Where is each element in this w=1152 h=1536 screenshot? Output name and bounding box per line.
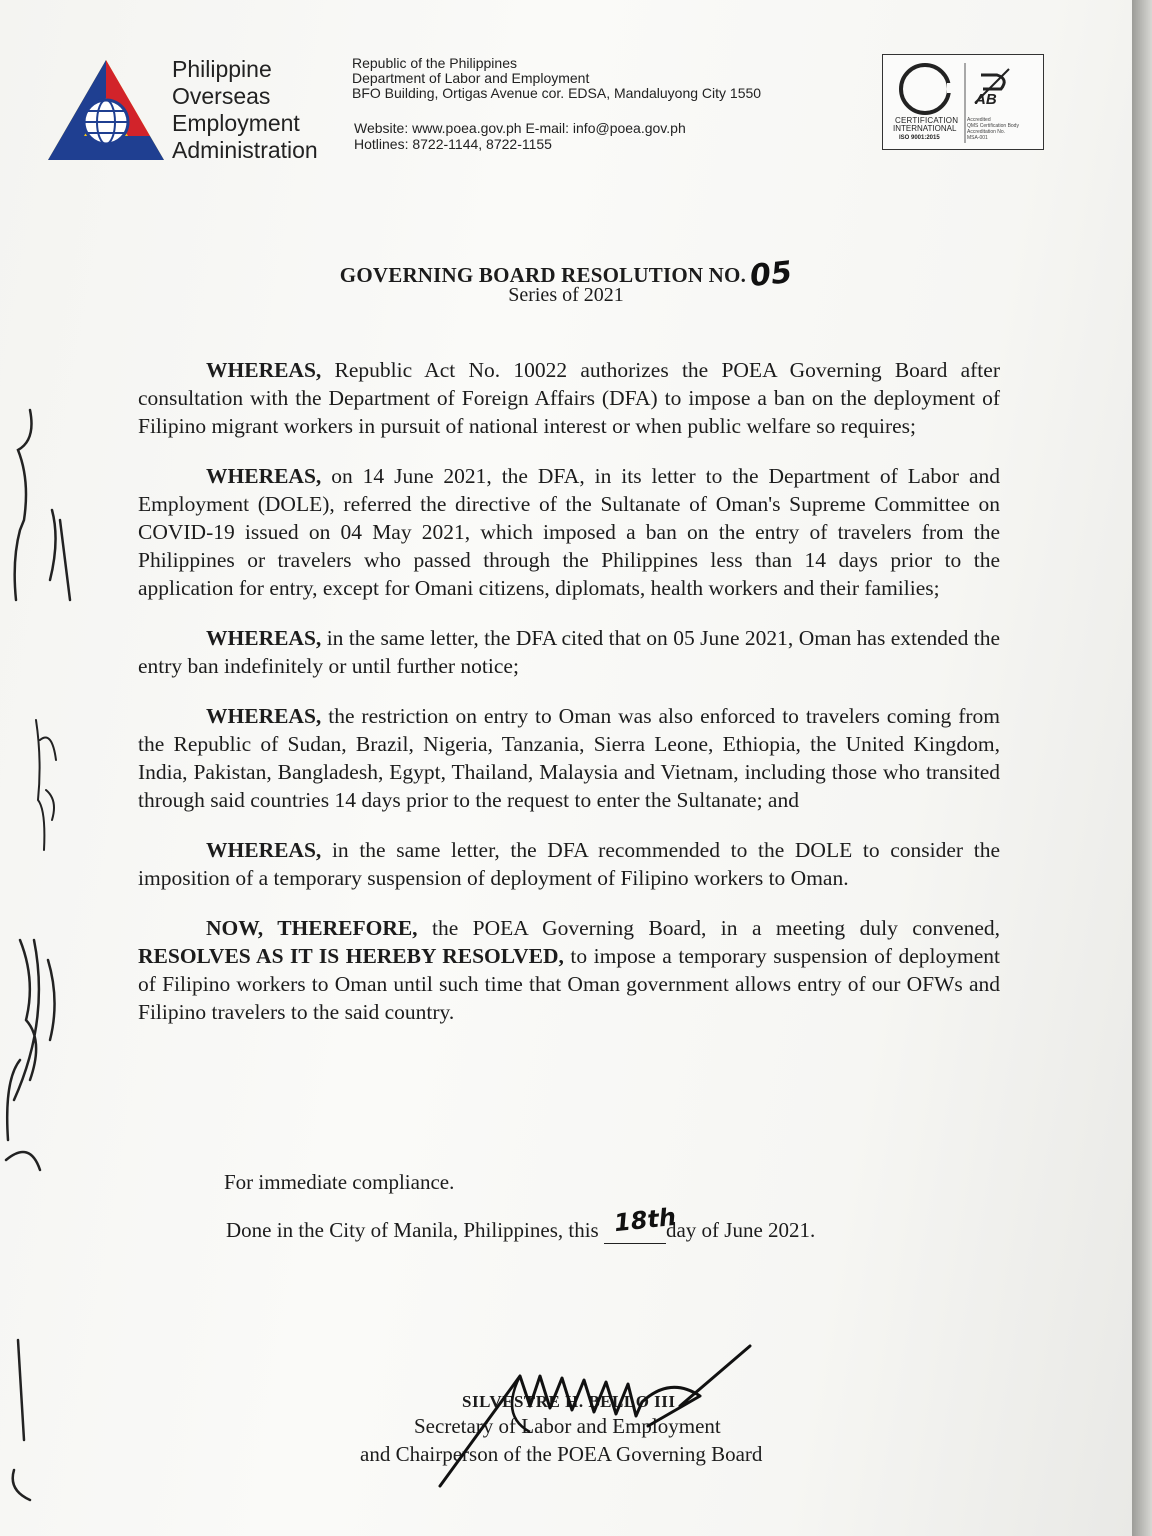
ab-fine-line: Accredited [967, 117, 991, 123]
agency-line: Employment [172, 110, 300, 136]
ab-logo-label: AB [975, 91, 997, 108]
cert-label: CERTIFICATION [895, 116, 959, 125]
address-line: Republic of the Philippines [352, 55, 517, 71]
whereas-clause [138, 836, 1000, 892]
clause-text: the POEA Governing Board, in a meeting duly convened, [417, 916, 1000, 940]
resolution-body [138, 356, 1000, 1048]
agency-line: Philippine [172, 56, 272, 82]
clause-lead: WHEREAS, [206, 358, 322, 382]
clause-lead: WHEREAS, [206, 838, 322, 862]
compliance-line: For immediate compliance. [224, 1170, 455, 1194]
clause-lead: WHEREAS, [206, 704, 322, 728]
whereas-clause [138, 624, 1000, 680]
done-suffix: day of June 2021. [665, 1218, 816, 1242]
address-line: Department of Labor and Employment [352, 70, 590, 86]
done-line [226, 1202, 816, 1244]
handwritten-signature [380, 1336, 780, 1496]
resolution-series: Series of 2021 [508, 284, 624, 306]
clause-text: on 14 June 2021, the DFA, in its letter to the Department of Labor and Employment (DOLE), referred the directive of the Sultanate of Oman's Supreme Committee on COVID-19 issued on 04 May 2021, which imposed a ban on the entry of travelers from the Philippines or travelers who passed through the Philippines less than 14 days prior to the application for entry, except for Omani citizens, diplomats, health workers and their families; [138, 464, 1000, 600]
clause-lead: WHEREAS, [206, 464, 322, 488]
ab-fine-print [967, 117, 1019, 141]
address-line: BFO Building, Ortigas Avenue cor. EDSA, Mandaluyong City 1550 [352, 85, 762, 101]
done-prefix: Done in the City of Manila, Philippines, this [226, 1218, 604, 1242]
resolving-clause [138, 914, 1000, 1026]
clause-lead: NOW, THEREFORE, [206, 916, 418, 940]
resolution-title-text: GOVERNING BOARD RESOLUTION NO. [339, 263, 747, 287]
agency-line: Overseas [172, 83, 271, 109]
signatory-title: Secretary of Labor and Employment [414, 1414, 721, 1438]
ab-fine-line: Accreditation No. [967, 129, 1006, 135]
cert-iso-label: ISO 9001:2015 [899, 135, 940, 141]
contact-line: Hotlines: 8722-1144, 8722-1155 [354, 136, 552, 152]
clause-text: in the same letter, the DFA cited that on 05 June 2021, Oman has extended the entry ban indefinitely or until further notice; [138, 626, 1000, 678]
agency-name [172, 56, 318, 164]
ab-fine-line: QMS Certification Body [967, 123, 1019, 129]
signatory-name: SILVESTRE H. BELLO III [462, 1392, 676, 1411]
ab-fine-line: MSA-001 [967, 135, 988, 141]
clause-lead: WHEREAS, [206, 626, 322, 650]
page-edge-shadow [1132, 0, 1152, 1536]
signatory-title: and Chairperson of the POEA Governing Board [360, 1442, 763, 1466]
day-blank [604, 1202, 678, 1244]
poea-logo [44, 56, 168, 164]
resolved-phrase: RESOLVES AS IT IS HEREBY RESOLVED, [138, 944, 564, 968]
clause-text: to impose a temporary suspension of deployment of Filipino workers to Oman until such time that Oman government allows entry of our OFWs and Filipino travelers to the said country. [138, 944, 1000, 1024]
resolution-number-handwritten: 05 [748, 254, 794, 295]
clause-text: the restriction on entry to Oman was also enforced to travelers coming from the Republic of Sudan, Brazil, Nigeria, Tanzania, Sierra Leone, Ethiopia, the United Kingdom, India, Pakistan, Bangladesh, Egypt, Thailand, Malaysia and Vietnam, including those who transited through said countries 14 days prior to the request to enter the Sultanate; and [138, 704, 1000, 812]
letterhead-address [352, 56, 761, 101]
cert-label: INTERNATIONAL [893, 124, 957, 133]
whereas-clause [138, 356, 1000, 440]
margin-initials [0, 380, 80, 1510]
day-handwritten: 18th [612, 1202, 678, 1238]
contact-line: Website: www.poea.gov.ph E-mail: info@poea.gov.ph [354, 120, 686, 136]
clause-text: in the same letter, the DFA recommended to the DOLE to consider the imposition of a temporary suspension of deployment of Filipino workers to Oman. [138, 838, 1000, 890]
certification-box [882, 54, 1044, 150]
clause-text: Republic Act No. 10022 authorizes the POEA Governing Board after consultation with the Department of Foreign Affairs (DFA) to impose a ban on the deployment of Filipino migrant workers in pursuit of national interest or when public welfare so requires; [138, 358, 1000, 438]
agency-line: Administration [172, 137, 318, 163]
whereas-clause [138, 462, 1000, 602]
whereas-clause [138, 702, 1000, 814]
letterhead-contact [354, 120, 686, 152]
